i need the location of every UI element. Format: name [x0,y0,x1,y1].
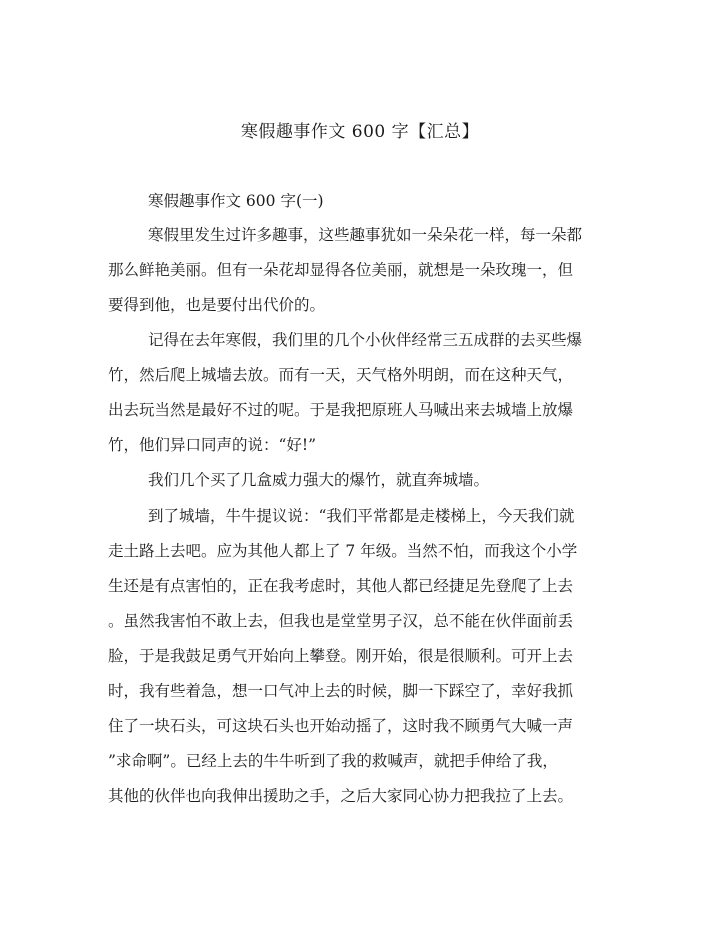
text-line: 我们几个买了几盒威力强大的爆竹，就直奔城墙。 [148,471,490,489]
text-line: 出去玩当然是最好不过的呢。于是我把原班人马喊出来去城墙上放爆 [108,401,574,419]
section-subtitle: 寒假趣事作文 600 字(一) [148,192,324,210]
text-line: 生还是有点害怕的，正在我考虑时，其他人都已经捷足先登爬了上去 [108,577,574,595]
text-line: 时，我有些着急，想一口气冲上去的时候，脚一下踩空了，幸好我抓 [108,682,574,700]
text-line: 走土路上去吧。应为其他人都上了 7 年级。当然不怕，而我这个小学 [108,542,578,560]
text-line: 要得到他，也是要付出代价的。 [108,296,326,314]
text-line: 到了城墙，牛牛提议说：“我们平常都是走楼梯上，今天我们就 [148,507,575,525]
text-line: 。虽然我害怕不敢上去，但我也是堂堂男子汉，总不能在伙伴面前丢 [108,612,574,630]
text-line: 其他的伙伴也向我伸出援助之手，之后大家同心协力把我拉了上去。 [108,787,574,805]
text-line: 竹，然后爬上城墙去放。而有一天，天气格外明朗，而在这种天气， [108,366,574,384]
text-line: 住了一块石头，可这块石头也开始动摇了，这时我不顾勇气大喊一声 [108,717,574,735]
text-line: 寒假里发生过许多趣事，这些趣事犹如一朵朵花一样，每一朵都 [148,226,583,244]
text-line: 那么鲜艳美丽。但有一朵花却显得各位美丽，就想是一朵玫瑰一，但 [108,261,574,279]
text-line: 脸，于是我鼓足勇气开始向上攀登。刚开始，很是很顺利。可开上去 [108,647,574,665]
text-line: 记得在去年寒假，我们里的几个小伙伴经常三五成群的去买些爆 [148,331,583,349]
text-line: ”求命啊”。已经上去的牛牛听到了我的救喊声，就把手伸给了我， [108,752,558,770]
document-title: 寒假趣事作文 600 字【汇总】 [240,122,480,142]
text-line: 竹，他们异口同声的说：“好!” [108,436,317,454]
